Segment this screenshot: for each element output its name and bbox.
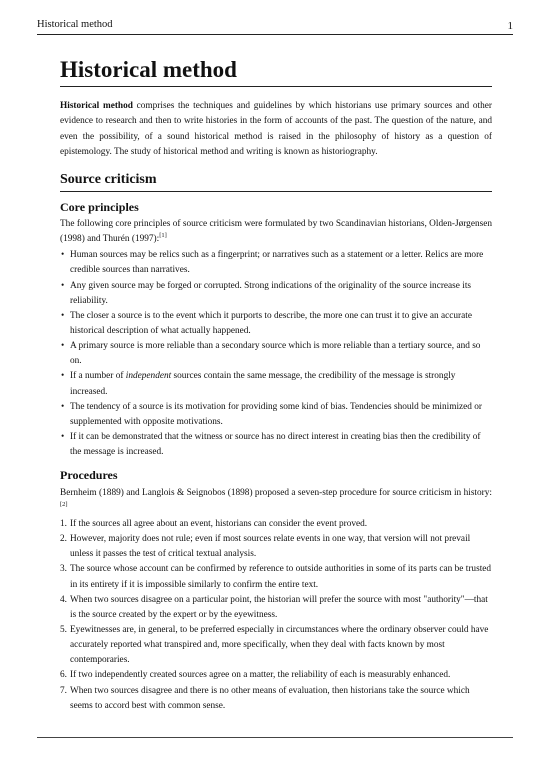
list-item: • If it can be demonstrated that the witness or source has no direct interest in creating bias then the credibility of the message is increased. [60,430,492,460]
running-header [37,19,513,35]
core-intro-text: The following core principles of source criticism were formulated by two Scandinavian historians, Olden-Jørgensen (1998) and Thurén (1997): [60,219,492,245]
procedures-intro [60,486,492,516]
list-item: • The closer a source is to the event which it purports to describe, the more one can trust it to give an accurate historical description of what actually happened. [60,309,492,339]
article-body [60,57,492,714]
list-number: 2. [60,534,67,545]
list-item-text: Eyewitnesses are, in general, to be preferred especially in circumstances where the ordinary observer could have accurately reported what transpired and, more specifically, when they deal with facts known by most contemporaries. [70,624,489,666]
list-item-text: If the sources all agree about an event, historians can consider the event proved. [70,518,368,529]
list-item: • The tendency of a source is its motivation for providing some kind of bias. Tendencies should be minimized or supplemented with opposite motivations. [60,400,492,430]
emphasis-independent: independent [125,371,172,382]
list-item [60,668,492,683]
subsection-heading-core-principles: Core principles [60,199,139,214]
list-item-text: If a number of [70,371,126,382]
page-title: Historical method [60,57,492,87]
procedures-list [60,517,492,714]
list-item [60,369,492,399]
running-header-title: Historical method [37,19,113,30]
list-item: • Any given source may be forged or corrupted. Strong indications of the originality of the source increase its reliability. [60,279,492,309]
core-principles-list [60,248,492,460]
list-item [60,593,492,623]
list-item-text: When two sources disagree on a particular point, the historian will prefer the source with most "authority"—that is the source created by the expert or by the eyewitness. [70,594,488,620]
intro-text: comprises the techniques and guidelines by which historians use primary sources and other evidence to research and then to write histories in the form of accounts of the past. The question of the nature, and even the possibility, of a sound historical method is raised in the philosophy of history as a question of epistemology. The study of historical method and writing is known as historiography. [60,101,493,157]
list-item-text: sources contain the same message, the credibility of the message is strongly increased. [70,371,456,397]
citation-link-1[interactable]: [1] [159,232,167,240]
list-item [60,623,492,668]
section-heading-source-criticism: Source criticism [60,172,492,192]
list-item-text: However, majority does not rule; even if most sources relate events in one way, that version will not prevail unless it passes the test of critical textual analysis. [70,534,471,560]
footer-divider [37,737,513,738]
core-principles-intro [60,217,492,247]
list-item [60,562,492,592]
list-number: 7. [60,685,67,696]
list-item-text: The source whose account can be confirmed by reference to outside authorities in some of its parts can be trusted in its entirety if it is impossible similarly to confirm the entire text. [70,564,492,590]
list-number: 4. [60,594,67,605]
list-item-text: If two independently created sources agree on a matter, the reliability of each is measurably enhanced. [70,670,451,681]
list-number: 1. [60,518,67,529]
subsection-heading-procedures: Procedures [60,468,118,483]
list-item: • Human sources may be relics such as a fingerprint; or narratives such as a statement or a letter. Relics are more credible sources than narratives. [60,248,492,278]
list-item [60,684,492,714]
page-number: 1 [507,20,513,32]
list-number: 6. [60,670,67,681]
citation-link-2[interactable]: [2] [60,500,68,508]
intro-paragraph [60,99,492,160]
list-item-text: When two sources disagree and there is no other means of evaluation, then historians take the source which seems to accord best with common sense. [70,685,470,711]
procedures-intro-text: Bernheim (1889) and Langlois & Seignobos (1898) proposed a seven-step procedure for source criticism in history: [60,487,492,498]
list-item [60,532,492,562]
list-number: 5. [60,624,67,635]
intro-term: Historical method [60,101,133,112]
list-number: 3. [60,564,67,575]
list-item: • A primary source is more reliable than a secondary source which is more reliable than a tertiary source, and so on. [60,339,492,369]
list-item [60,517,492,532]
